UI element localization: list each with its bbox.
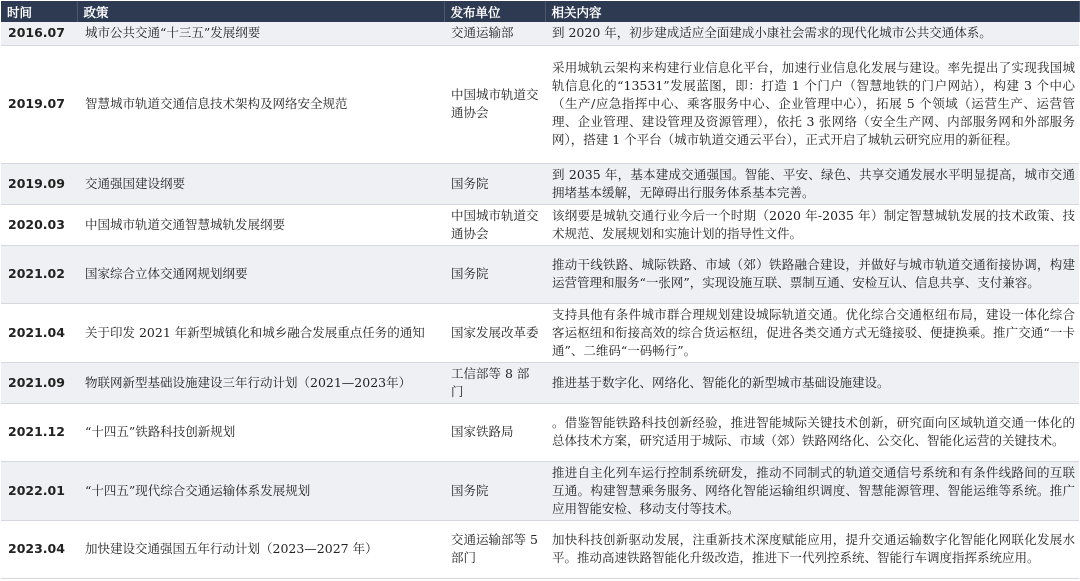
cell-policy: 加快建设交通强国五年行动计划（2023—2027 年）: [77, 520, 444, 578]
cell-issuer: 国务院: [444, 163, 545, 204]
cell-content: 到 2035 年，基本建成交通强国。智能、平安、绿色、共享交通发展水平明显提高，城市交通拥堵基本缓解，无障碍出行服务体系基本完善。: [545, 163, 1079, 204]
table-header: [1, 1, 1079, 22]
cell-content: 采用城轨云架构来构建行业信息化平台，加速行业信息化发展与建设。率先提出了实现我国城轨信息化的“13531”发展蓝图，即：打造 1 个门户（智慧地铁的门户网站），构建 3 个中心（生产/应急指挥中心、乘客服务中心、企业管理中心），拓展 5 个领域（运营生产、运营管理、企业管理、建设管理及资源管理），依托 3 张网络（安全生产网、内部服务网和外部服务网），搭建 1 个平台（城市轨道交通云平台），正式开启了城轨云研究应用的新征程。: [545, 45, 1079, 163]
cell-time: 2019.09: [1, 163, 77, 204]
cell-time: 2023.04: [1, 520, 77, 578]
cell-time: 2016.07: [1, 22, 77, 45]
cell-issuer: 交通运输部: [444, 22, 545, 45]
table-row: [1, 163, 1079, 204]
cell-issuer: 国务院: [444, 461, 545, 520]
cell-content: 支持具他有条件城市群合理规划建设城际轨道交通。优化综合交通枢纽布局，建设一体化综合客运枢纽和衔接高效的综合货运枢纽，促进各类交通方式无缝接驳、便捷换乘。推广交通“一卡通”、二维码“一码畅行”。: [545, 303, 1079, 362]
cell-policy: 关于印发 2021 年新型城镇化和城乡融合发展重点任务的通知: [77, 303, 444, 362]
cell-policy: 中国城市轨道交通智慧城轨发展纲要: [77, 204, 444, 245]
table-row: [1, 45, 1079, 163]
cell-issuer: 中国城市轨道交通协会: [444, 45, 545, 163]
cell-content: 推动干线铁路、城际铁路、市域（郊）铁路融合建设，并做好与城市轨道交通衔接协调，构建运营管理和服务“一张网”，实现设施互联、票制互通、安检互认、信息共享、支付兼容。: [545, 245, 1079, 303]
cell-policy: 交通强国建设纲要: [77, 163, 444, 204]
table-row: [1, 22, 1079, 45]
cell-policy: 城市公共交通“十三五”发展纲要: [77, 22, 444, 45]
cell-time: 2021.02: [1, 245, 77, 303]
table-row: [1, 245, 1079, 303]
table-row: [1, 520, 1079, 578]
table-row: [1, 204, 1079, 245]
cell-issuer: 交通运输部等 5 部门: [444, 520, 545, 578]
cell-policy: 智慧城市轨道交通信息技术架构及网络安全规范: [77, 45, 444, 163]
table-body: [1, 22, 1079, 578]
cell-content: 加快科技创新驱动发展，注重新技术深度赋能应用，提升交通运输数字化智能化网联化发展水平。推动高速铁路智能化升级改造，推进下一代列控系统、智能行车调度指挥系统应用。: [545, 520, 1079, 578]
table-row: [1, 303, 1079, 362]
cell-time: 2020.03: [1, 204, 77, 245]
cell-policy: 物联网新型基础设施建设三年行动计划（2021—2023年）: [77, 362, 444, 403]
policy-table: [1, 1, 1080, 579]
cell-content: 推进自主化列车运行控制系统研发，推动不同制式的轨道交通信号系统和有条件线路间的互联互通。构建智慧乘务服务、网络化智能运输组织调度、智慧能源管理、智能运维等系统。推广应用智能安检、移动支付等技术。: [545, 461, 1079, 520]
cell-policy: 国家综合立体交通网规划纲要: [77, 245, 444, 303]
table-row: [1, 461, 1079, 520]
cell-content: 。借鉴智能铁路科技创新经验，推进智能城际关键技术创新，研究面向区域轨道交通一体化的总体技术方案，研究适用于城际、市域（郊）铁路网络化、公交化、智能化运营的关键技术。: [545, 403, 1079, 461]
cell-issuer: 国家铁路局: [444, 403, 545, 461]
header-row: [1, 1, 1079, 22]
cell-content: 到 2020 年，初步建成适应全面建成小康社会需求的现代化城市公共交通体系。: [545, 22, 1079, 45]
cell-policy: “十四五”铁路科技创新规划: [77, 403, 444, 461]
cell-issuer: 中国城市轨道交通协会: [444, 204, 545, 245]
cell-time: 2021.12: [1, 403, 77, 461]
cell-content: 该纲要是城轨交通行业今后一个时期（2020 年-2035 年）制定智慧城轨发展的技术政策、技术规范、发展规划和实施计划的指导性文件。: [545, 204, 1079, 245]
cell-issuer: 国家发展改革委: [444, 303, 545, 362]
cell-policy: “十四五”现代综合交通运输体系发展规划: [77, 461, 444, 520]
cell-time: 2021.04: [1, 303, 77, 362]
cell-time: 2021.09: [1, 362, 77, 403]
cell-issuer: 工信部等 8 部门: [444, 362, 545, 403]
cell-content: 推进基于数字化、网络化、智能化的新型城市基础设施建设。: [545, 362, 1079, 403]
cell-time: 2022.01: [1, 461, 77, 520]
cell-issuer: 国务院: [444, 245, 545, 303]
table-row: [1, 362, 1079, 403]
header-issuer: 发布单位: [444, 1, 545, 22]
table-row: [1, 403, 1079, 461]
header-policy: 政策: [77, 1, 444, 22]
cell-time: 2019.07: [1, 45, 77, 163]
header-time: 时间: [1, 1, 77, 22]
header-content: 相关内容: [545, 1, 1079, 22]
